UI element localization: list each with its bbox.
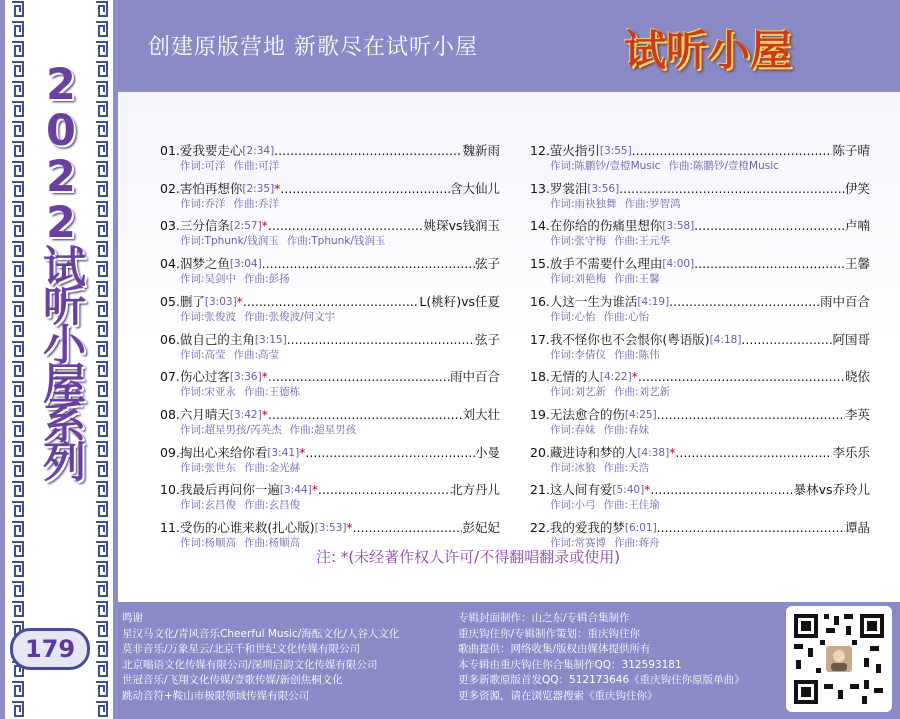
lyricist-name: 心怡 — [574, 310, 596, 323]
lyricist-name: 雨袂独舞 — [574, 197, 617, 210]
track-duration: [3:44] — [279, 484, 312, 497]
composer-name: 张俊波/何文宇 — [268, 310, 336, 323]
lyricist-name: 刘艺新 — [574, 386, 607, 399]
track-duration: [6:01] — [624, 522, 657, 534]
lyricist-label: 作词: — [550, 423, 575, 436]
track-line — [160, 520, 500, 536]
lyricist-label: 作词: — [180, 160, 205, 172]
track-credits — [160, 159, 500, 173]
lyricist-name: 陈鹏钞/壹橙Music — [574, 160, 661, 172]
track-title: 06.做自己的主角 — [160, 331, 255, 347]
leader-dots — [268, 218, 424, 234]
track-item — [160, 407, 500, 437]
composer-name: 金光赫 — [268, 461, 301, 474]
track-duration: [3:04] — [229, 258, 262, 271]
greek-key-border-left — [10, 0, 25, 719]
track-artist: 李英 — [844, 406, 870, 422]
leader-dots — [305, 445, 475, 461]
leader-dots — [694, 218, 845, 234]
footer-line: 歌曲提供：网络收集/版权由媒体提供所有 — [458, 643, 651, 655]
track-duration: [4:38] — [637, 446, 670, 459]
copyright-star: * — [261, 369, 268, 385]
copyright-star: * — [346, 520, 353, 535]
track-title: 09.掏出心来给你看 — [160, 444, 268, 460]
lyricist-name: 乔洋 — [204, 197, 226, 210]
track-title: 17.我不怪你也不会恨你(粤语版) — [530, 331, 710, 347]
track-duration: [4:00] — [662, 258, 695, 271]
footer-line: 鸣谢 — [122, 612, 143, 624]
track-line — [160, 482, 500, 498]
track-artist: 含大仙儿 — [449, 180, 500, 196]
track-title: 04.泅梦之鱼 — [160, 256, 230, 272]
track-duration: [5:40] — [612, 484, 645, 497]
composer-label: 作曲: — [244, 273, 269, 286]
track-line — [530, 445, 870, 461]
track-artist: 姚琛vs钱润玉 — [423, 218, 500, 234]
leader-dots — [675, 445, 832, 461]
track-item — [530, 218, 870, 248]
lyricist-name: 玄昌俊 — [204, 499, 237, 512]
composer-label: 作曲: — [289, 423, 315, 436]
track-duration: [2:34] — [242, 145, 275, 157]
series-title: 2022试听小屋系列 — [36, 60, 86, 478]
leader-dots — [657, 407, 845, 423]
lyricist-label: 作词: — [180, 386, 205, 399]
track-title: 15.放手不需要什么理由 — [530, 256, 663, 272]
track-line — [530, 332, 870, 348]
track-credits — [160, 498, 500, 512]
track-duration: [2:57] — [229, 220, 262, 233]
lyricist-label: 作词: — [180, 461, 205, 474]
composer-name: 蒋舟 — [638, 537, 660, 549]
track-credits — [160, 310, 500, 324]
composer-name: 王德栋 — [268, 386, 301, 399]
track-credits — [160, 272, 500, 286]
track-line — [160, 445, 500, 461]
track-artist: 伊笑 — [844, 180, 870, 196]
composer-name: 乔洋 — [258, 197, 280, 210]
track-duration: [3:36] — [229, 371, 262, 384]
track-item — [530, 256, 870, 286]
track-item — [530, 445, 870, 475]
lyricist-name: 张守梅 — [574, 235, 607, 248]
copyright-star: * — [261, 406, 268, 422]
track-artist: 刘大壮 — [462, 406, 500, 422]
leader-dots — [262, 256, 475, 272]
leader-dots — [650, 482, 793, 498]
track-title: 08.六月晴天 — [160, 406, 230, 422]
leader-dots — [274, 143, 462, 159]
track-line — [530, 294, 870, 310]
track-credits — [160, 234, 500, 248]
track-artist: 小曼 — [474, 444, 500, 460]
lyricist-label: 作词: — [180, 235, 205, 248]
leader-dots — [694, 256, 845, 272]
leader-dots — [280, 181, 450, 197]
track-line — [530, 369, 870, 385]
track-item — [530, 181, 870, 211]
copyright-star: * — [274, 180, 281, 196]
composer-label: 作曲: — [624, 197, 650, 210]
leader-dots — [741, 332, 832, 348]
track-item — [160, 369, 500, 399]
track-duration: [4:19] — [637, 295, 670, 308]
composer-name: 王元华 — [638, 235, 671, 248]
track-item — [160, 218, 500, 248]
track-credits — [160, 461, 500, 475]
footer-line: 北京嗡语文化传媒有限公司/深圳启韵文化传媒有限公司 — [122, 658, 378, 671]
composer-name: 陈鹏钞/壹橙Music — [693, 160, 779, 172]
track-item — [160, 332, 500, 362]
track-title: 07.伤心过客 — [160, 369, 230, 385]
track-line — [530, 218, 870, 234]
composer-label: 作曲: — [614, 537, 639, 549]
lyricist-label: 作词: — [180, 499, 205, 512]
leader-dots — [353, 520, 463, 536]
leader-dots — [243, 294, 419, 310]
track-title: 13.罗裳泪 — [530, 180, 588, 196]
track-duration: [2:35] — [242, 182, 275, 195]
composer-label: 作曲: — [668, 160, 694, 172]
composer-label: 作曲: — [614, 235, 639, 248]
leader-dots — [318, 482, 450, 498]
track-line — [530, 520, 870, 536]
leader-dots — [657, 520, 845, 536]
track-duration: [3:15] — [254, 333, 287, 346]
track-duration: [3:41] — [267, 446, 300, 459]
track-item — [160, 294, 500, 324]
track-artist: 暴林vs乔玲儿 — [793, 482, 870, 498]
track-title: 05.删了 — [160, 293, 205, 309]
composer-label: 作曲: — [233, 348, 259, 361]
track-duration: [4:18] — [709, 333, 742, 346]
track-title: 22.我的爱我的梦 — [530, 520, 625, 535]
left-spine — [0, 0, 118, 719]
track-artist: 雨中百合 — [819, 293, 870, 309]
track-item — [160, 181, 500, 211]
composer-label: 作曲: — [233, 160, 259, 172]
lyricist-label: 作词: — [180, 348, 205, 361]
track-title: 14.在你给的伤痛里想你 — [530, 218, 663, 234]
lyricist-name: 春妹 — [574, 423, 596, 436]
composer-label: 作曲: — [614, 273, 639, 286]
brand-logo-text: 试听小屋 — [624, 26, 793, 75]
track-title: 21.这人间有爱 — [530, 482, 613, 498]
track-line — [530, 482, 870, 498]
footer-line: 跳动音符+鞍山市极限领域传媒有限公司 — [122, 689, 310, 702]
track-item — [160, 143, 500, 173]
composer-label: 作曲: — [244, 499, 269, 512]
track-line — [160, 369, 500, 385]
lyricist-label: 作词: — [550, 461, 575, 474]
composer-label: 作曲: — [603, 423, 629, 436]
track-artist: 卢喃 — [844, 218, 870, 234]
track-duration: [3:53] — [314, 522, 347, 534]
track-artist: 王馨 — [844, 256, 870, 272]
qr-code-icon — [786, 606, 892, 712]
lyricist-name: Tphunk/钱润玉 — [204, 235, 279, 248]
composer-name: 陈伟 — [638, 348, 660, 361]
composer-label: 作曲: — [244, 537, 269, 549]
composer-label: 作曲: — [614, 348, 639, 361]
lyricist-label: 作词: — [550, 348, 575, 361]
track-title: 20.藏进诗和梦的人 — [530, 444, 638, 460]
composer-label: 作曲: — [244, 386, 269, 399]
lyricist-name: 李倩仪 — [574, 348, 607, 361]
footer-line: 专辑封面制作：山之东/专辑合集制作 — [458, 612, 630, 624]
track-credits — [530, 159, 870, 173]
copyright-star: * — [669, 444, 676, 460]
track-credits — [160, 423, 500, 437]
lyricist-name: 可洋 — [204, 160, 226, 172]
copyright-star: * — [299, 444, 306, 460]
leader-dots — [268, 369, 450, 385]
track-item — [530, 332, 870, 362]
track-title: 03.三分信条 — [160, 218, 230, 234]
composer-name: 彭扬 — [268, 273, 290, 286]
lyricist-label: 作词: — [550, 310, 575, 323]
composer-name: 春妹 — [628, 423, 650, 436]
leader-dots — [632, 143, 833, 159]
footer-line: 本专辑由重庆钩住你合集制作QQ：312593181 — [458, 658, 682, 671]
lyricist-name: 小弓 — [574, 499, 596, 512]
track-artist: 北方丹儿 — [449, 482, 500, 498]
track-artist: 晓依 — [844, 369, 870, 385]
footer-line: 更多新歌原版首发QQ：512173646《重庆钩住你原版单曲》 — [458, 674, 745, 686]
lyricist-label: 作词: — [550, 197, 575, 210]
composer-name: 杨顺高 — [268, 537, 301, 549]
composer-name: 高莹 — [258, 348, 280, 361]
track-credits — [530, 310, 870, 324]
leader-dots — [287, 332, 475, 348]
composer-label: 作曲: — [603, 310, 629, 323]
lyricist-name: 高莹 — [204, 348, 226, 361]
lyricist-label: 作词: — [550, 160, 575, 172]
copyright-notice: 注: *(未经著作权人许可/不得翻唱翻录或使用) — [316, 548, 621, 566]
track-artist: 陈子晴 — [832, 143, 870, 158]
track-artist: 魏新雨 — [462, 143, 500, 158]
track-item — [160, 445, 500, 475]
footer-line: 星汉马文化/青风音乐Cheerful Music/海酝文化/人谷人文化 — [122, 627, 400, 640]
composer-name: 心怡 — [628, 310, 650, 323]
track-title: 11.受伤的心谁来救(扎心版) — [160, 520, 315, 535]
track-artist: 雨中百合 — [449, 369, 500, 385]
greek-key-border-right — [94, 0, 109, 719]
lyricist-label: 作词: — [550, 273, 575, 286]
footer-line: 莫非音乐/万象星云/北京千和世纪文化传媒有限公司 — [122, 643, 361, 655]
copyright-star: * — [311, 482, 318, 498]
composer-name: Tphunk/钱润玉 — [311, 235, 386, 248]
leader-dots — [669, 294, 820, 310]
composer-name: 刘艺新 — [638, 386, 671, 399]
leader-dots — [638, 369, 845, 385]
track-duration: [4:22] — [599, 371, 632, 384]
track-credits — [530, 272, 870, 286]
track-line — [160, 143, 500, 159]
composer-label: 作曲: — [244, 461, 269, 474]
track-artist: L(桃籽)vs任夏 — [419, 293, 500, 309]
track-title: 19.无法愈合的伤 — [530, 406, 625, 422]
composer-label: 作曲: — [603, 499, 629, 512]
lyricist-name: 冰狼 — [574, 461, 596, 474]
track-duration: [3:58] — [662, 220, 695, 233]
composer-name: 超星男孩 — [314, 423, 357, 436]
track-artist: 彭妃妃 — [462, 520, 500, 535]
lyricist-name: 杨顺高 — [204, 537, 237, 549]
track-credits — [530, 234, 870, 248]
track-line — [160, 181, 500, 197]
track-duration: [3:56] — [587, 182, 620, 195]
track-duration: [4:25] — [624, 408, 657, 421]
lyricist-name: 吴剑中 — [204, 273, 237, 286]
footer-line: 重庆钩住你/专辑制作策划：重庆钩住你 — [458, 627, 641, 640]
track-title: 10.我最后再问你一遍 — [160, 482, 280, 498]
lyricist-name: 刘艳梅 — [574, 273, 607, 286]
footer-line: 世冠音乐/飞翔文化传媒/壹歌传媒/新创焦桐文化 — [122, 674, 343, 686]
track-item — [160, 482, 500, 512]
track-item — [530, 143, 870, 173]
track-artist: 谭晶 — [844, 520, 870, 535]
copyright-star: * — [261, 218, 268, 234]
track-duration: [3:42] — [229, 408, 262, 421]
leader-dots — [619, 181, 845, 197]
composer-label: 作曲: — [603, 461, 629, 474]
composer-label: 作曲: — [286, 235, 312, 248]
composer-label: 作曲: — [244, 310, 269, 323]
copyright-star: * — [631, 369, 638, 385]
track-duration: [3:03] — [204, 295, 237, 308]
composer-name: 罗智鸿 — [649, 197, 681, 210]
track-title: 02.害怕再想你 — [160, 180, 243, 196]
lyricist-label: 作词: — [180, 537, 205, 549]
composer-name: 王馨 — [638, 273, 660, 286]
track-duration: [3:55] — [599, 145, 632, 157]
volume-badge: 179 — [10, 628, 90, 670]
lyricist-label: 作词: — [550, 386, 575, 399]
track-item — [530, 294, 870, 324]
track-item — [530, 482, 870, 512]
track-credits — [160, 197, 500, 211]
lyricist-label: 作词: — [180, 310, 205, 323]
banner-slogan: 创建原版营地 新歌尽在试听小屋 — [148, 35, 478, 60]
composer-label: 作曲: — [614, 386, 639, 399]
track-title: 16.人这一生为谁活 — [530, 293, 638, 309]
lyricist-name: 超星男孩/芮英杰 — [204, 423, 282, 436]
track-credits — [530, 498, 870, 512]
track-line — [160, 218, 500, 234]
lyricist-label: 作词: — [180, 423, 205, 436]
lyricist-label: 作词: — [550, 499, 575, 512]
track-credits — [530, 423, 870, 437]
track-credits — [160, 348, 500, 362]
track-item — [160, 256, 500, 286]
track-item — [530, 369, 870, 399]
track-line — [530, 407, 870, 423]
composer-name: 玄昌俊 — [268, 499, 301, 512]
track-credits — [530, 348, 870, 362]
track-line — [160, 256, 500, 272]
track-credits — [160, 385, 500, 399]
composer-label: 作曲: — [233, 197, 259, 210]
lyricist-label: 作词: — [180, 273, 205, 286]
track-credits — [530, 197, 870, 211]
track-artist: 李乐乐 — [832, 444, 870, 460]
track-line — [530, 181, 870, 197]
lyricist-name: 常赛博 — [574, 537, 607, 549]
composer-name: 可洋 — [258, 160, 280, 172]
track-title: 18.无情的人 — [530, 369, 600, 385]
lyricist-label: 作词: — [180, 197, 205, 210]
copyright-star: * — [644, 482, 651, 498]
track-line — [160, 407, 500, 423]
track-item — [530, 407, 870, 437]
composer-name: 天浩 — [628, 461, 650, 474]
track-line — [530, 143, 870, 159]
composer-name: 王佳瑜 — [628, 499, 660, 512]
track-title: 12.萤火指引 — [530, 143, 600, 158]
leader-dots — [268, 407, 463, 423]
copyright-star: * — [236, 293, 243, 309]
track-credits — [530, 385, 870, 399]
track-line — [160, 332, 500, 348]
lyricist-label: 作词: — [550, 235, 575, 248]
track-artist: 弦子 — [474, 331, 500, 347]
track-line — [530, 256, 870, 272]
footer-line: 更多资源，请在浏览器搜索《重庆钩住你》 — [458, 689, 658, 702]
lyricist-name: 张俊波 — [204, 310, 237, 323]
lyricist-label: 作词: — [550, 537, 575, 549]
track-artist: 弦子 — [474, 256, 500, 272]
track-line — [160, 294, 500, 310]
lyricist-name: 张世东 — [204, 461, 237, 474]
track-credits — [530, 461, 870, 475]
lyricist-name: 宋亚永 — [204, 386, 237, 399]
track-artist: 阿国哥 — [832, 331, 870, 347]
track-title: 01.爱我要走心 — [160, 143, 243, 158]
